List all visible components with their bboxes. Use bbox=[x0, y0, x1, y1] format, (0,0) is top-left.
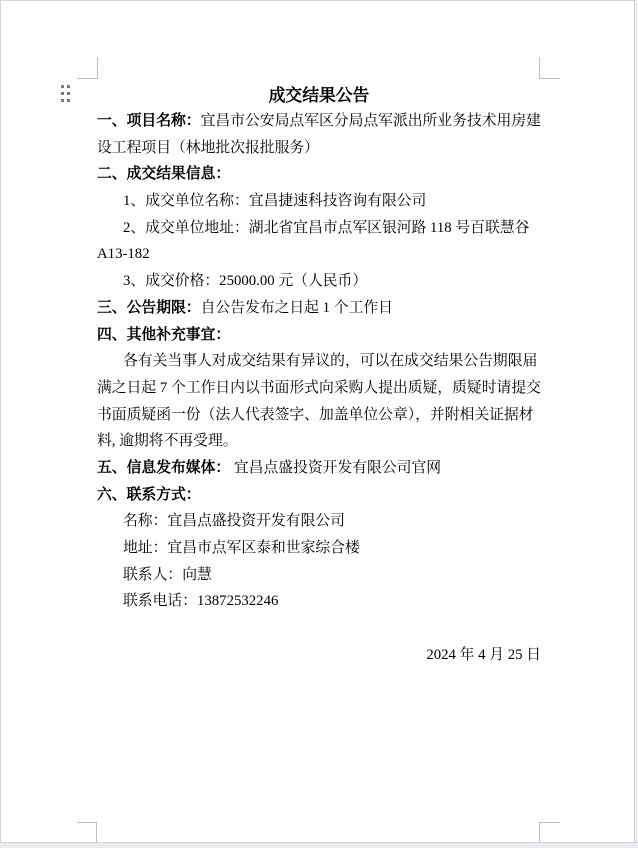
document-line[interactable] bbox=[97, 108, 541, 135]
text-segment: 名称：宜昌点盛投资开发有限公司 bbox=[123, 513, 345, 530]
document-line[interactable] bbox=[97, 562, 541, 589]
page-edge-top bbox=[0, 0, 638, 1]
text-segment: 各有关当事人对成交结果有异议的，可以在成交结果公告期限届 bbox=[123, 353, 538, 370]
text-segment: 联系人：向慧 bbox=[123, 566, 212, 583]
heading-segment: 四、其他补充事宜： bbox=[97, 326, 231, 343]
page-edge-bottom-strip bbox=[0, 843, 638, 848]
document-line[interactable] bbox=[97, 402, 541, 429]
document-line[interactable] bbox=[97, 535, 541, 562]
page-edge-left bbox=[0, 0, 1, 848]
document-line[interactable] bbox=[97, 428, 541, 455]
document-line[interactable] bbox=[97, 241, 541, 268]
document-line[interactable] bbox=[97, 268, 541, 295]
document-line[interactable] bbox=[97, 508, 541, 535]
document-line[interactable] bbox=[97, 588, 541, 615]
document-line[interactable] bbox=[97, 482, 541, 509]
document-line[interactable] bbox=[97, 615, 541, 642]
text-segment: 地址：宜昌市点军区泰和世家综合楼 bbox=[123, 540, 360, 556]
drag-handle-dot bbox=[67, 85, 70, 88]
text-segment: 2024 年 4 月 25 日 bbox=[426, 646, 541, 663]
drag-handle-dot bbox=[61, 85, 64, 88]
document-content bbox=[97, 83, 541, 668]
heading-segment: 二、成交结果信息： bbox=[97, 166, 231, 183]
drag-handle-dot bbox=[61, 92, 64, 95]
text-segment: 设工程项目（林地批次报批服务） bbox=[97, 139, 319, 156]
text-segment: 宜昌市公安局点军区分局点军派出所业务技术用房建 bbox=[200, 113, 541, 129]
heading-segment: 六、联系方式： bbox=[97, 486, 201, 503]
text-segment: 自公告发布之日起 1 个工作日 bbox=[200, 299, 393, 316]
drag-handle-icon[interactable] bbox=[61, 85, 70, 102]
text-segment: 2、成交单位地址：湖北省宜昌市点军区银河路 118 号百联慧谷 bbox=[123, 219, 530, 236]
crop-mark-bottom-right bbox=[539, 822, 560, 843]
text-segment: 宜昌点盛投资开发有限公司官网 bbox=[230, 459, 442, 476]
document-body bbox=[97, 108, 541, 668]
heading-segment: 三、公告期限： bbox=[97, 299, 201, 316]
text-segment: 联系电话：13872532246 bbox=[123, 593, 279, 610]
text-segment: 1、成交单位名称：宜昌捷速科技咨询有限公司 bbox=[123, 193, 427, 210]
document-line[interactable] bbox=[97, 135, 541, 162]
crop-mark-top-right bbox=[539, 57, 560, 79]
text-segment: 料, 逾期将不再受理。 bbox=[97, 433, 238, 450]
document-line[interactable] bbox=[97, 642, 541, 669]
drag-handle-dot bbox=[67, 92, 70, 95]
document-line[interactable] bbox=[97, 215, 541, 242]
text-segment: 书面质疑函一份（法人代表签字、加盖单位公章），并附相关证据材 bbox=[97, 406, 534, 423]
document-line[interactable] bbox=[97, 295, 541, 322]
text-segment: A13-182 bbox=[97, 246, 150, 263]
text-segment: 3、成交价格：25000.00 元（人民币） bbox=[123, 273, 368, 290]
document-line[interactable] bbox=[97, 348, 541, 375]
document-line[interactable] bbox=[97, 161, 541, 188]
document-line[interactable] bbox=[97, 375, 541, 402]
document-title[interactable]: 成交结果公告 bbox=[268, 86, 370, 105]
document-line[interactable] bbox=[97, 322, 541, 349]
drag-handle-dot bbox=[67, 99, 70, 102]
document-line[interactable] bbox=[97, 455, 541, 482]
crop-mark-top-left bbox=[77, 57, 98, 79]
heading-segment: 一、项目名称： bbox=[97, 113, 201, 129]
document-line[interactable] bbox=[97, 188, 541, 215]
text-segment: 满之日起 7 个工作日内以书面形式向采购人提出质疑，质疑时请提交 bbox=[97, 379, 541, 396]
crop-mark-bottom-left bbox=[77, 822, 97, 843]
drag-handle-dot bbox=[61, 99, 64, 102]
heading-segment: 五、信息发布媒体： bbox=[97, 459, 231, 476]
